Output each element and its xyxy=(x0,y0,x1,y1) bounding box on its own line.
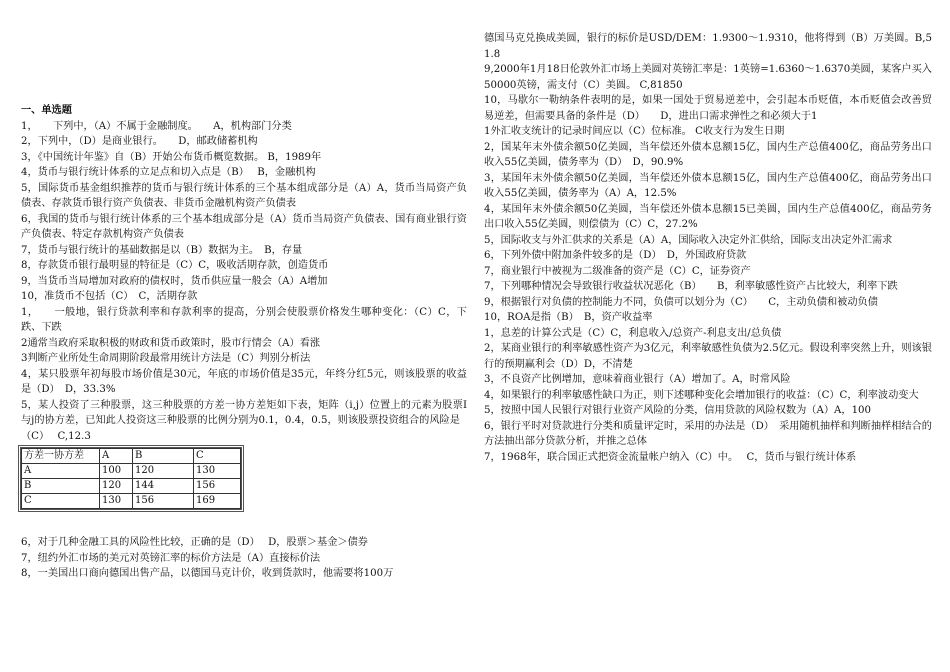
table-row xyxy=(22,464,241,479)
left-column xyxy=(21,0,467,582)
table-cell: B xyxy=(133,449,194,464)
question-line: 10，准货币不包括（C） C，活期存款 xyxy=(21,291,198,302)
question-line: 8，一美国出口商向德国出售产品，以德国马克计价，收到货款时，他需要将100万 xyxy=(21,568,394,579)
right-question-list xyxy=(484,31,932,465)
table-cell: 120 xyxy=(133,464,194,479)
question-line: 9,2000年1月18日伦敦外汇市场上美圆对英镑汇率是：1英镑=1.6360～1.6370美圆，某客户买入50000英镑，需支付（C）美圆。 C,81850 xyxy=(484,64,932,91)
table-cell: C xyxy=(194,449,241,464)
question-line: 5，国际货币基金组织推荐的货币与银行统计体系的三个基本组成部分是（A）A，货币当局资产负债表、存款货币银行资产负债表、非货币金融机构资产负债表 xyxy=(21,182,467,209)
table-cell: B xyxy=(22,479,100,494)
question-line: 1，息差的计算公式是（C）C，利息收入/总资产-利息支出/总负债 xyxy=(484,327,782,339)
question-line: 7，货币与银行统计的基础数据是以（B）数据为主。 B，存量 xyxy=(21,244,303,256)
table-cell: C xyxy=(22,494,100,509)
question-line: 7，1968年，联合国正式把资金流量帐户纳入（C）中。 C，货币与银行统计体系 xyxy=(484,451,857,463)
question-line: 4，货币与银行统计体系的立足点和切入点是（B） B，金融机构 xyxy=(21,167,316,178)
question-line: 2，下列中，（D）是商业银行。 D，邮政储蓄机构 xyxy=(21,136,258,147)
question-line: 6，我国的货币与银行统计体系的三个基本组成部分是（A）货币当局资产负债表、国有商业银行资产负债表、特定存款机构资产负债表 xyxy=(21,213,467,240)
question-line: 3，不良资产比例增加，意味着商业银行（A）增加了。A，时常风险 xyxy=(484,374,791,385)
section-title: 一、单选题 xyxy=(21,104,72,116)
question-line: 8，存款货币银行最明显的特征是（C）C，吸收活期存款，创造货币 xyxy=(21,260,329,271)
question-line: 5，按照中国人民银行对银行业资产风险的分类，信用贷款的风险权数为（A）A，100 xyxy=(484,405,872,416)
question-line: 2通常当政府采取积极的财政和货币政策时，股市行情会（A）看涨 xyxy=(21,337,321,349)
table-cell: A xyxy=(100,449,133,464)
question-line: 德国马克兑换成美圆，银行的标价是USD/DEM：1.9300～1.9310，他将得到（B）万美圆。B,51.8 xyxy=(484,33,932,60)
question-line: 9，当货币当局增加对政府的债权时，货币供应量一般会（A）A增加 xyxy=(21,275,328,287)
question-line: 6，银行平时对贷款进行分类和质量评定时，采用的办法是（D） 采用随机抽样和判断抽样相结合的方法抽出部分贷款分析，并推之总体 xyxy=(484,420,932,447)
table-cell: 156 xyxy=(194,479,241,494)
table-row xyxy=(22,479,241,494)
left-question-list-b xyxy=(21,535,467,582)
table-cell: 130 xyxy=(100,494,133,509)
question-line: 6，下列外债中附加条件较多的是（D） D，外国政府贷款 xyxy=(484,250,747,261)
question-line: 1外汇收支统计的记录时间应以（C）位标准。 C收支行为发生日期 xyxy=(484,126,785,137)
question-line: 1， 一般地，银行贷款利率和存款利率的提高，分别会使股票价格发生哪种变化：（C）C，下跌、下跌 xyxy=(21,306,467,333)
table-row xyxy=(22,494,241,509)
table-cell: 120 xyxy=(100,479,133,494)
question-line: 10，ROA是指（B） B，资产收益率 xyxy=(484,312,653,323)
question-line: 3判断产业所处生命周期阶段最常用统计方法是（C）判别分析法 xyxy=(21,353,311,364)
table-cell: 100 xyxy=(100,464,133,479)
question-line: 3，某国年末外债余额50亿美圆，当年偿还外债本息额15亿，国内生产总值400亿，商品劳务出口收入55亿美圆，债务率为（A）A，12.5% xyxy=(484,172,932,199)
question-line: 4，某国年末外债余额50亿美圆，当年偿还外债本息额15已美圆，国内生产总值400亿，商品劳务出口收入55亿美圆，则偿债为（C）C，27.2% xyxy=(484,203,932,230)
question-line: 10，马歇尔一勒纳条件表明的是，如果一国处于贸易逆差中，会引起本币贬值，本币贬值会改善贸易逆差，但需要具备的条件是（D） D，进出口需求弹性之和必须大于1 xyxy=(484,95,932,122)
question-line: 7，商业银行中被视为二级准备的资产是（C）C，证券资产 xyxy=(484,265,751,277)
table-cell: 方差一协方差 xyxy=(22,449,100,464)
right-column xyxy=(484,0,932,465)
question-line: 7，下列哪种情况会导致银行收益状况恶化（B） B，利率敏感性资产占比较大，利率下跌 xyxy=(484,281,898,292)
table-cell: 144 xyxy=(133,479,194,494)
table-cell: 169 xyxy=(194,494,241,509)
question-line: 2，某商业银行的利率敏感性资产为3亿元，利率敏感性负债为2.5亿元。假设利率突然上升，则该银行的预期赢利会（D）D，不清楚 xyxy=(484,343,932,370)
question-line: 5，某人投资了三种股票，这三种股票的方差一协方差矩如下表，矩阵（i,j）位置上的元素为股票I与j的协方差，已知此人投资这三种股票的比例分别为0.1，0.4，0.5，则该股票投资组合的风险是 xyxy=(21,399,467,426)
question-line: 4，如果银行的利率敏感性缺口为正，则下述哪种变化会增加银行的收益：（C）C，利率波动变大 xyxy=(484,389,919,401)
question-line: 4，某只股票年初每股市场价值是30元，年底的市场价值是35元，年终分红5元，则该股票的收益是（D） D，33.3% xyxy=(21,368,467,395)
question-line: 9，根据银行对负债的控制能力不同，负债可以划分为（C） C，主动负债和被动负债 xyxy=(484,296,878,308)
question-line: 7，纽约外汇市场的美元对英镑汇率的标价方法是（A）直接标价法 xyxy=(21,552,321,564)
covariance-table xyxy=(21,448,241,509)
question-line: 3，《中国统计年鉴》自（B）开始公布货币概览数据。 B，1989年 xyxy=(21,151,322,163)
question-line: 5，国际收支与外汇供求的关系是（A）A，国际收入决定外汇供给，国际支出决定外汇需求 xyxy=(484,234,893,246)
question-line: 2，国某年末外债余额50亿美圆，当年偿还外债本息额15亿，国内生产总值400亿，商品劳务出口收入55亿美圆，债务率为（D） D，90.9% xyxy=(484,141,932,168)
question-line: （C） C,12.3 xyxy=(21,430,91,442)
question-line: 1， 下列中，（A）不属于金融制度。 A，机构部门分类 xyxy=(21,120,292,132)
left-question-list-a xyxy=(21,119,467,445)
table-cell: 156 xyxy=(133,494,194,509)
table-cell: A xyxy=(22,464,100,479)
table-cell: 130 xyxy=(194,464,241,479)
table-header-row xyxy=(22,449,241,464)
question-line: 6，对于几种金融工具的风险性比较，正确的是（D） D，股票＞基金＞债券 xyxy=(21,537,368,548)
